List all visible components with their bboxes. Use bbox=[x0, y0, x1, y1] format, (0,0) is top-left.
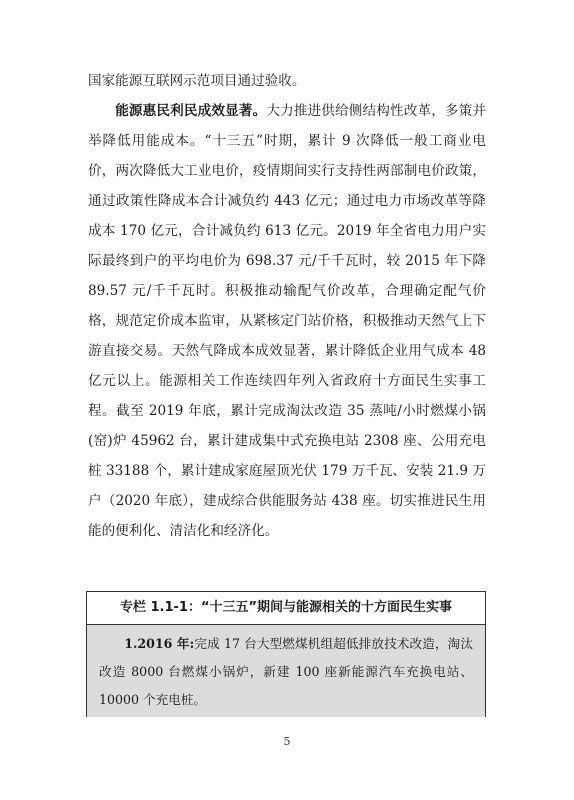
section-paragraph bbox=[88, 96, 486, 546]
section-body: 大力推进供给侧结构性改革，多策并举降低用能成本。“十三五”时期，累计 9 次降低一般工商业电价，两次降低大工业电价，疫情期间实行支持性两部制电价政策，通过政策性降成本合计减负约 443 亿元；通过电力市场改革等降成本 170 亿元，合计减负约 613 亿元。2019 年全省电力用户实际最终到户的平均电价为 698.37 元/千千瓦时，较 2015 年下降 89.57 元/千千瓦时。积极推动输配气价改革，合理确定配气价格，规范定价成本监审，从紧核定门站价格，积极推动天然气上下游直接交易。天然气降成本成效显著，累计降低企业用气成本 48 亿元以上。能源相关工作连续四年列入省政府十方面民生实事工程。截至 2019 年底，累计完成淘汰改造 35 蒸吨/小时燃煤小锅(窑)炉 45962 台，累计建成集中式充换电站 2308 座、公用充电桩 33188 个，累计建成家庭屋顶光伏 179 万千瓦、安装 21.9 万户（2020 年底），建成综合供能服务站 438 座。切实推进民生用能的便利化、清洁化和经济化。 bbox=[88, 103, 487, 539]
column-box bbox=[86, 591, 486, 717]
body-text bbox=[88, 66, 486, 546]
column-box-item-text: 完成 17 台大型燃煤机组超低排放技术改造，淘汰改造 8000 台燃煤小锅炉，新建 100 座新能源汽车充换电站、10000 个充电桩。 bbox=[99, 636, 473, 707]
column-box-item bbox=[99, 630, 473, 714]
continuation-paragraph: 国家能源互联网示范项目通过验收。 bbox=[88, 73, 306, 89]
section-lead: 能源惠民利民成效显著。 bbox=[115, 103, 267, 119]
column-box-item-label: 1.2016 年: bbox=[124, 636, 195, 651]
page-number: 5 bbox=[283, 735, 291, 748]
column-box-body bbox=[87, 625, 485, 717]
column-box-title: 专栏 1.1-1：“十三五”期间与能源相关的十方面民生实事 bbox=[87, 592, 485, 625]
